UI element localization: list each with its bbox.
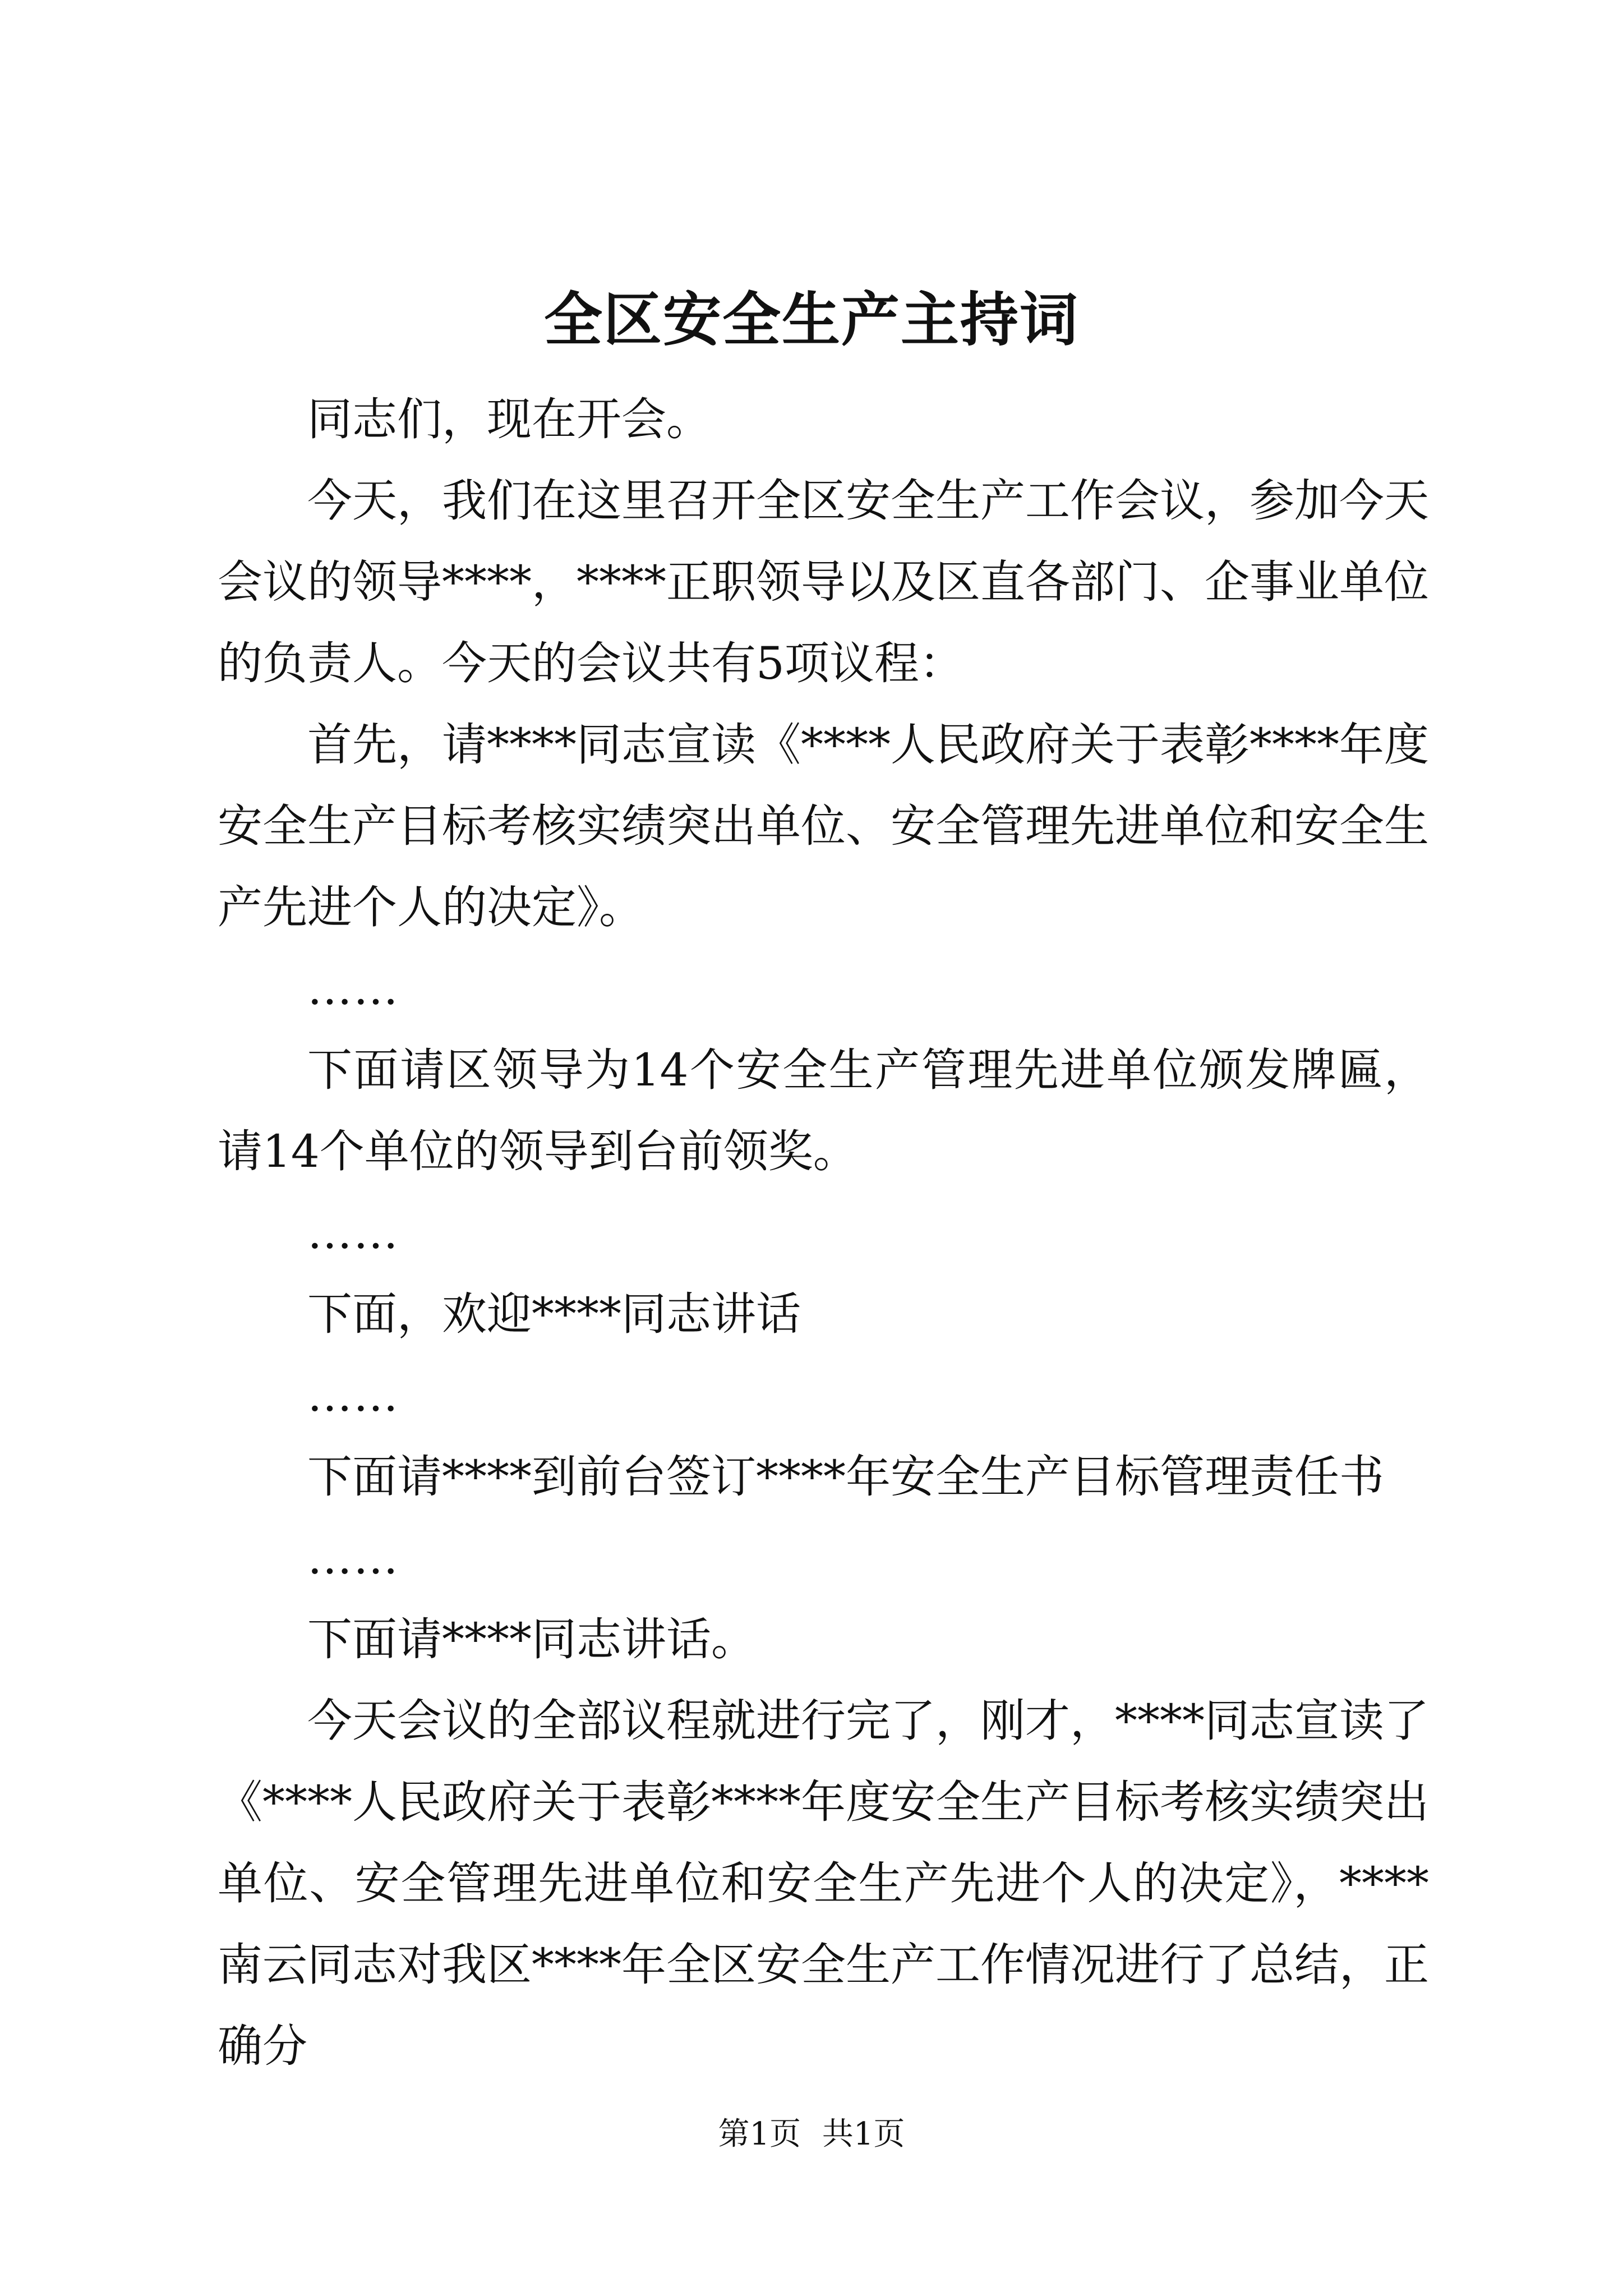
ellipsis-line: …… xyxy=(307,1207,399,1259)
paragraph: 下面请****到前台签订****年安全生产目标管理责任书 xyxy=(307,1451,1384,1503)
ellipsis-line: …… xyxy=(307,1532,399,1584)
ellipsis-line: …… xyxy=(307,963,399,1015)
ellipsis-line: …… xyxy=(307,1369,399,1421)
total-pages: 共1页 xyxy=(822,2116,905,2152)
document-body xyxy=(218,379,1429,2087)
document-title: 全区安全生产主持词 xyxy=(543,285,1079,354)
paragraph: 同志们，现在开会。 xyxy=(307,393,711,445)
page-footer xyxy=(0,2112,1623,2157)
paragraph: 今天，我们在这里召开全区安全生产工作会议，参加今天会议的领导****，****正职领导以及区直各部门、企事业单位的负责人。今天的会议共有5项议程： xyxy=(218,475,1429,689)
paragraph: 下面，欢迎****同志讲话 xyxy=(307,1288,801,1340)
paragraph: 下面请区领导为14个安全生产管理先进单位颁发牌匾，请14个单位的领导到台前领奖。 xyxy=(218,1044,1429,1177)
paragraph: 下面请****同志讲话。 xyxy=(307,1613,756,1665)
page-number: 第1页 xyxy=(718,2116,801,2152)
paragraph: 首先，请****同志宣读《****人民政府关于表彰****年度安全生产目标考核实绩突出单位、安全管理先进单位和安全生产先进个人的决定》。 xyxy=(218,719,1429,933)
paragraph: 今天会议的全部议程就进行完了，刚才，****同志宣读了《****人民政府关于表彰****年度安全生产目标考核实绩突出单位、安全管理先进单位和安全生产先进个人的决定》，****南云同志对我区****年全区安全生产工作情况进行了总结，正确分 xyxy=(218,1695,1429,2072)
